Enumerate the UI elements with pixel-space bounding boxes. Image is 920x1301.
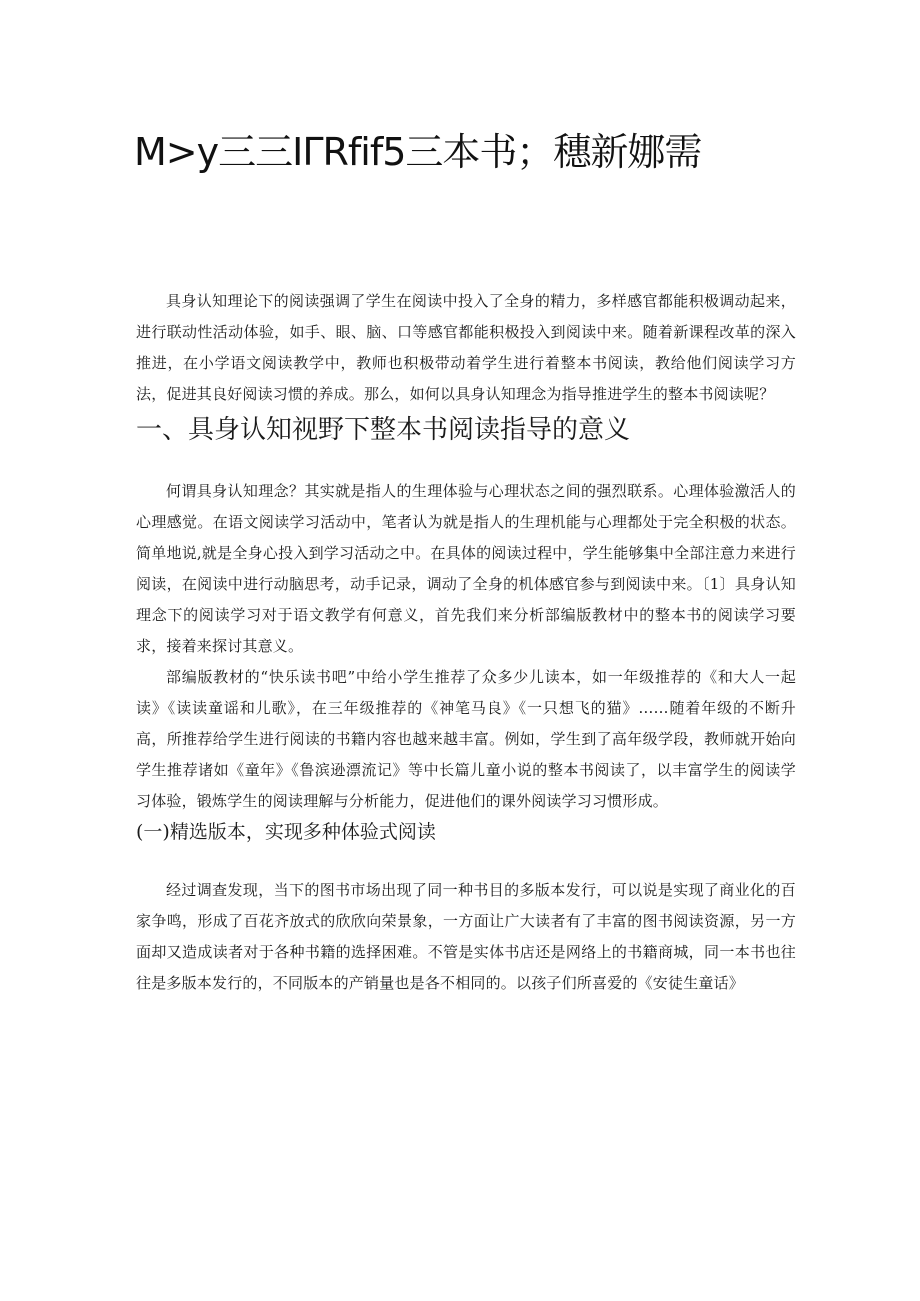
subsection-heading: (一)精选版本，实现多种体验式阅读: [136, 821, 436, 843]
document-title: M>y三三ΙΓRfif5三本书；穗新娜需: [134, 130, 702, 174]
document-body: [136, 286, 796, 999]
body-paragraph: 经过调查发现，当下的图书市场出现了同一种书目的多版本发行，可以说是实现了商业化的百家争鸣，形成了百花齐放式的欣欣向荣景象，一方面让广大读者有了丰富的图书阅读资源，另一方面却又造成读者对于各种书籍的选择困难。不管是实体书店还是网络上的书籍商城，同一本书也往往是多版本发行的，不同版本的产销量也是各不相同的。以孩子们所喜爱的《安徒生童话》: [136, 881, 796, 992]
body-paragraph: 何谓具身认知理念？其实就是指人的生理体验与心理状态之间的强烈联系。心理体验激活人的心理感觉。在语文阅读学习活动中，笔者认为就是指人的生理机能与心理都处于完全积极的状态。简单地说,就是全身心投入到学习活动之中。在具体的阅读过程中，学生能够集中全部注意力来进行阅读，在阅读中进行动脑思考，动手记录，调动了全身的机体感官参与到阅读中来。〔1〕具身认知理念下的阅读学习对于语文教学有何意义，首先我们来分析部编版教材中的整本书的阅读学习要求，接着来探讨其意义。: [136, 482, 796, 655]
intro-paragraph: 具身认知理论下的阅读强调了学生在阅读中投入了全身的精力，多样感官都能积极调动起来，进行联动性活动体验，如手、眼、脑、口等感官都能积极投入到阅读中来。随着新课程改革的深入推进，在小学语文阅读教学中，教师也积极带动着学生进行着整本书阅读，教给他们阅读学习方法，促进其良好阅读习惯的养成。那么，如何以具身认知理念为指导推进学生的整本书阅读呢？: [136, 292, 796, 403]
section-heading: 一、具身认知视野下整本书阅读指导的意义: [136, 415, 631, 445]
body-paragraph: 部编版教材的“快乐读书吧”中给小学生推荐了众多少儿读本，如一年级推荐的《和大人一起读》《读读童谣和儿歌》，在三年级推荐的《神笔马良》《一只想飞的猫》……随着年级的不断升高，所推荐给学生进行阅读的书籍内容也越来越丰富。例如，学生到了高年级学段，教师就开始向学生推荐诸如《童年》《鲁滨逊漂流记》等中长篇儿童小说的整本书阅读了，以丰富学生的阅读学习体验，锻炼学生的阅读理解与分析能力，促进他们的课外阅读学习习惯形成。: [136, 668, 796, 810]
